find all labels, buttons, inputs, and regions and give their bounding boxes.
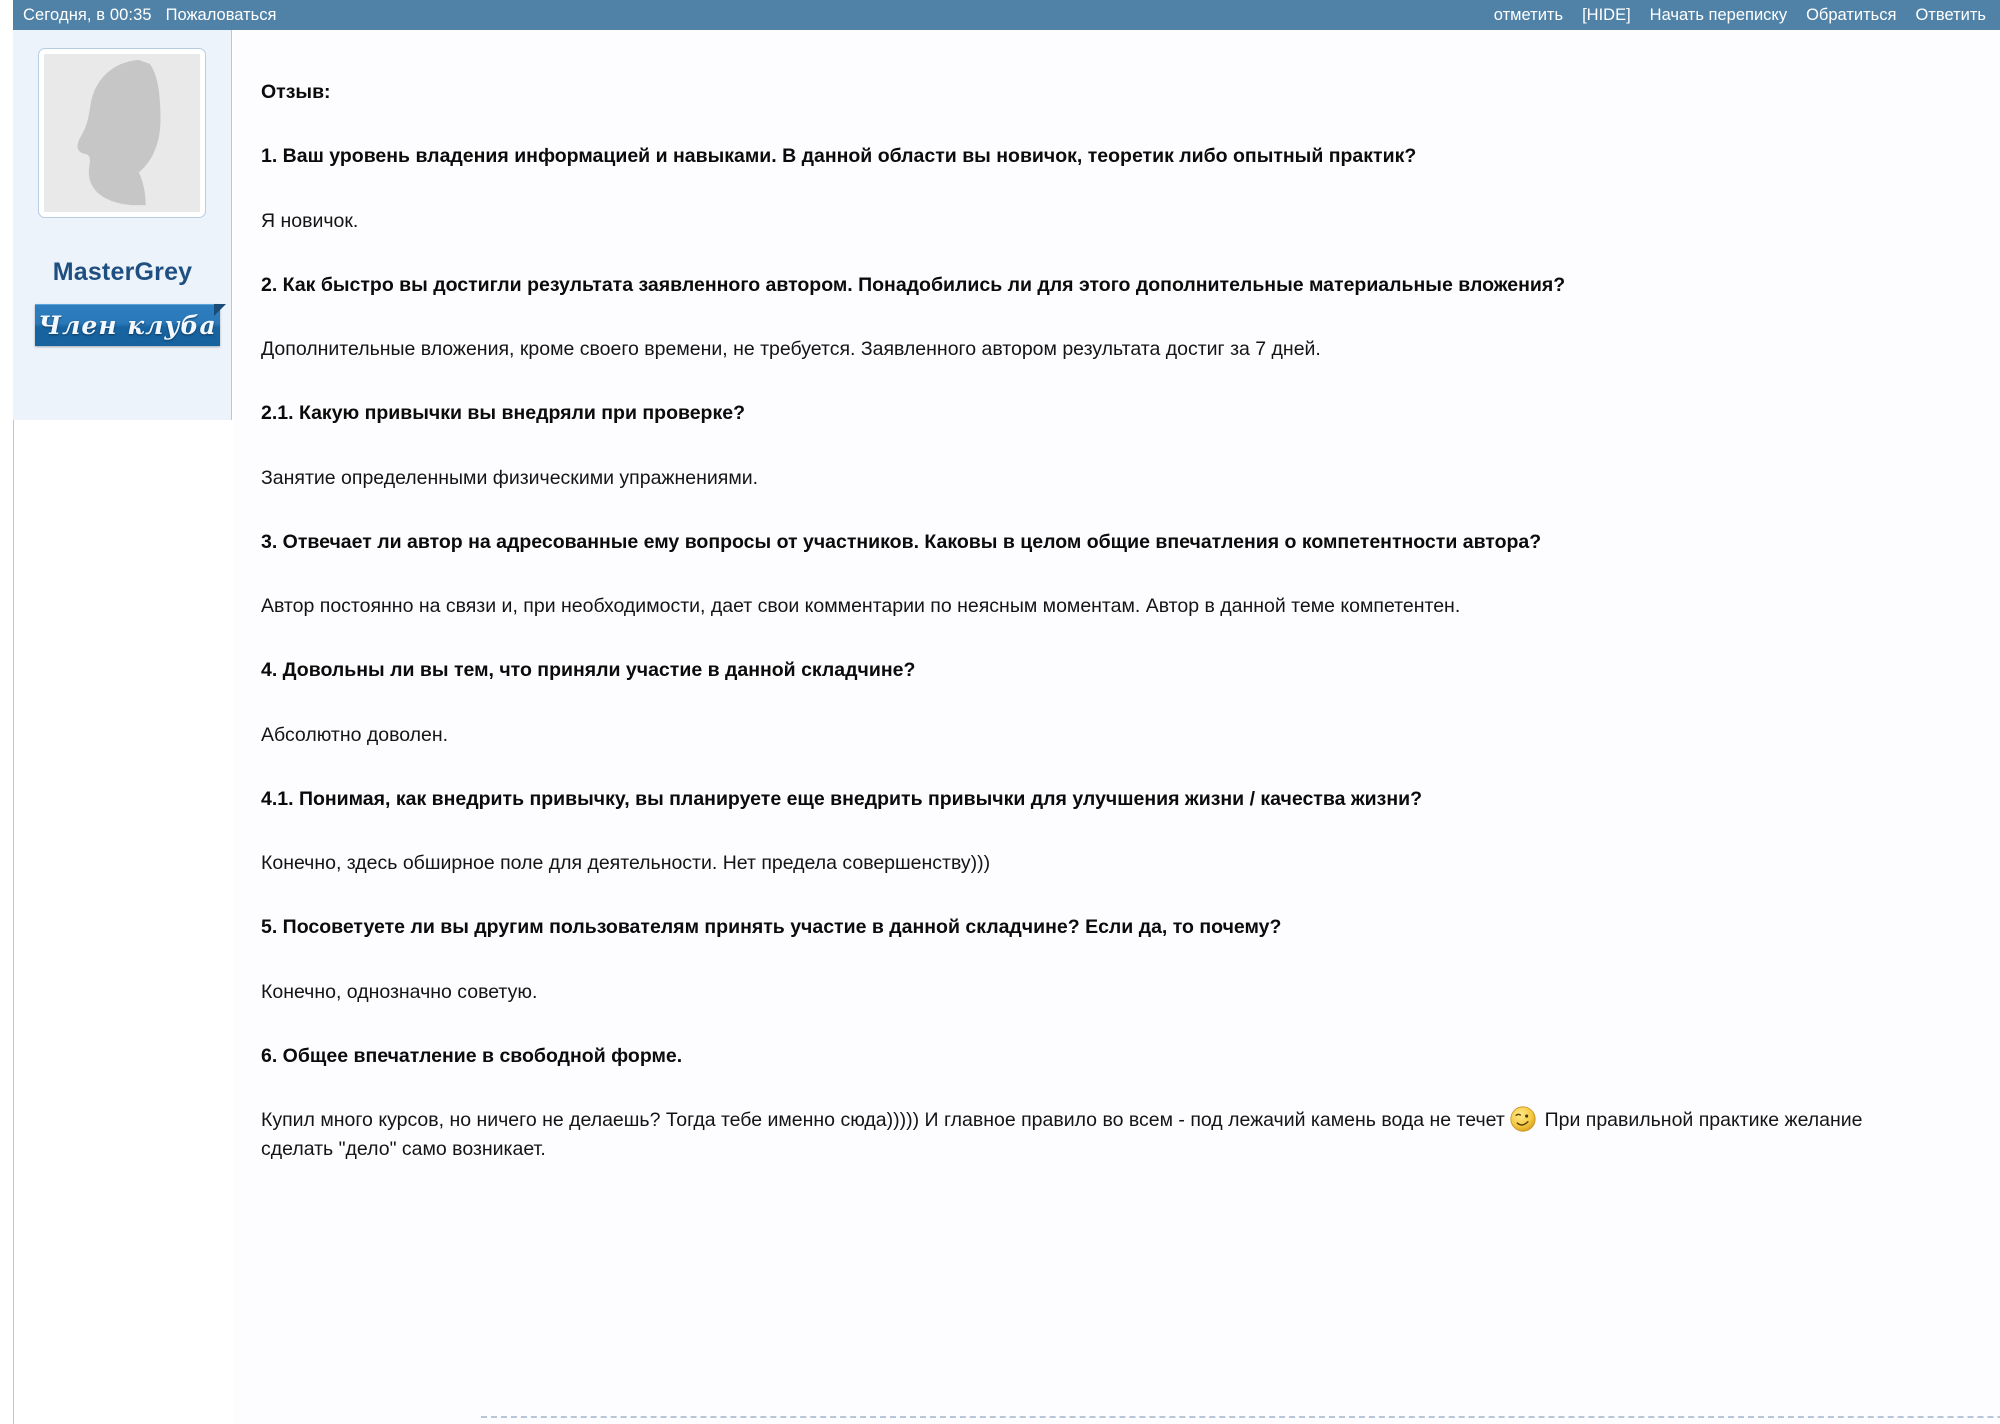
forum-post [13, 0, 2000, 1424]
user-badge [35, 304, 220, 349]
review-final-answer [261, 1106, 1896, 1163]
username[interactable]: MasterGrey [52, 258, 193, 286]
final-text-part-1: Купил много курсов, но ничего не делаешь? Тогда тебе именно сюда))))) И главное правило во всем - под лежачий камень вода не течет [261, 1109, 1511, 1132]
post-header-left [13, 6, 276, 25]
mark-link[interactable]: отметить [1493, 5, 1564, 24]
badge-fold-corner [214, 304, 226, 316]
review-question: 3. Отвечает ли автор на адресованные ему вопросы от участников. Каковы в целом общие впечатления о компетентности автора? [261, 530, 1542, 553]
report-link[interactable]: Пожаловаться [165, 5, 277, 24]
contact-link[interactable]: Обратиться [1806, 5, 1897, 24]
user-panel-divider [13, 420, 15, 1424]
club-member-badge-label: Член клуба [38, 311, 217, 340]
review-question: 6. Общее впечатление в свободной форме. [261, 1044, 683, 1067]
review-question: 4.1. Понимая, как внедрить привычку, вы планируете еще внедрить привычки для улучшения жизни / качества жизни? [261, 787, 1423, 810]
review-answer: Конечно, здесь обширное поле для деятельности. Нет предела совершенству))) [261, 852, 991, 875]
review-question: 5. Посоветуете ли вы другим пользователям принять участие в данной складчине? Если да, то почему? [261, 916, 1282, 939]
review-answer: Дополнительные вложения, кроме своего времени, не требуется. Заявленного автором результата достиг за 7 дней. [261, 338, 1321, 361]
review-answer: Конечно, однозначно советую. [261, 980, 538, 1003]
review-question: 4. Довольны ли вы тем, что приняли участие в данной складчине? [261, 659, 916, 682]
user-silhouette-icon [44, 54, 200, 212]
smirking-face-emoji [1510, 1106, 1536, 1132]
post-header-actions [1494, 6, 2000, 25]
message-title: Отзыв: [261, 81, 331, 103]
review-question: 1. Ваш уровень владения информацией и навыками. В данной области вы новичок, теоретик либо опытный практик? [261, 145, 1417, 168]
post-header-bar [13, 0, 2000, 30]
club-member-badge [35, 304, 220, 346]
message-content [233, 30, 2000, 1424]
review-answer: Автор постоянно на связи и, при необходимости, дает свои комментарии по неясным моментам. Автор в данной теме компетентен. [261, 595, 1461, 618]
review-question: 2.1. Какую привычки вы внедряли при проверке? [261, 402, 745, 425]
user-info-panel [13, 30, 232, 420]
hide-link[interactable]: [HIDE] [1582, 5, 1631, 24]
review-answer: Абсолютно доволен. [261, 723, 449, 746]
final-text-part-2: При правильной практике желание сделать "дело" само возникает. [261, 1109, 1863, 1160]
review-answer: Я новичок. [261, 209, 359, 232]
review-question: 2. Как быстро вы достигли результата заявленного автором. Понадобились ли для этого дополнительные материальные вложения? [261, 273, 1566, 296]
start-conversation-link[interactable]: Начать переписку [1649, 5, 1788, 24]
reply-link[interactable]: Ответить [1915, 5, 1986, 24]
post-timestamp: Сегодня, в 00:35 [23, 5, 152, 24]
review-answer: Занятие определенными физическими упражнениями. [261, 466, 759, 489]
avatar[interactable] [38, 48, 206, 218]
post-body [13, 30, 2000, 1424]
post-bottom-divider [481, 1416, 2000, 1418]
